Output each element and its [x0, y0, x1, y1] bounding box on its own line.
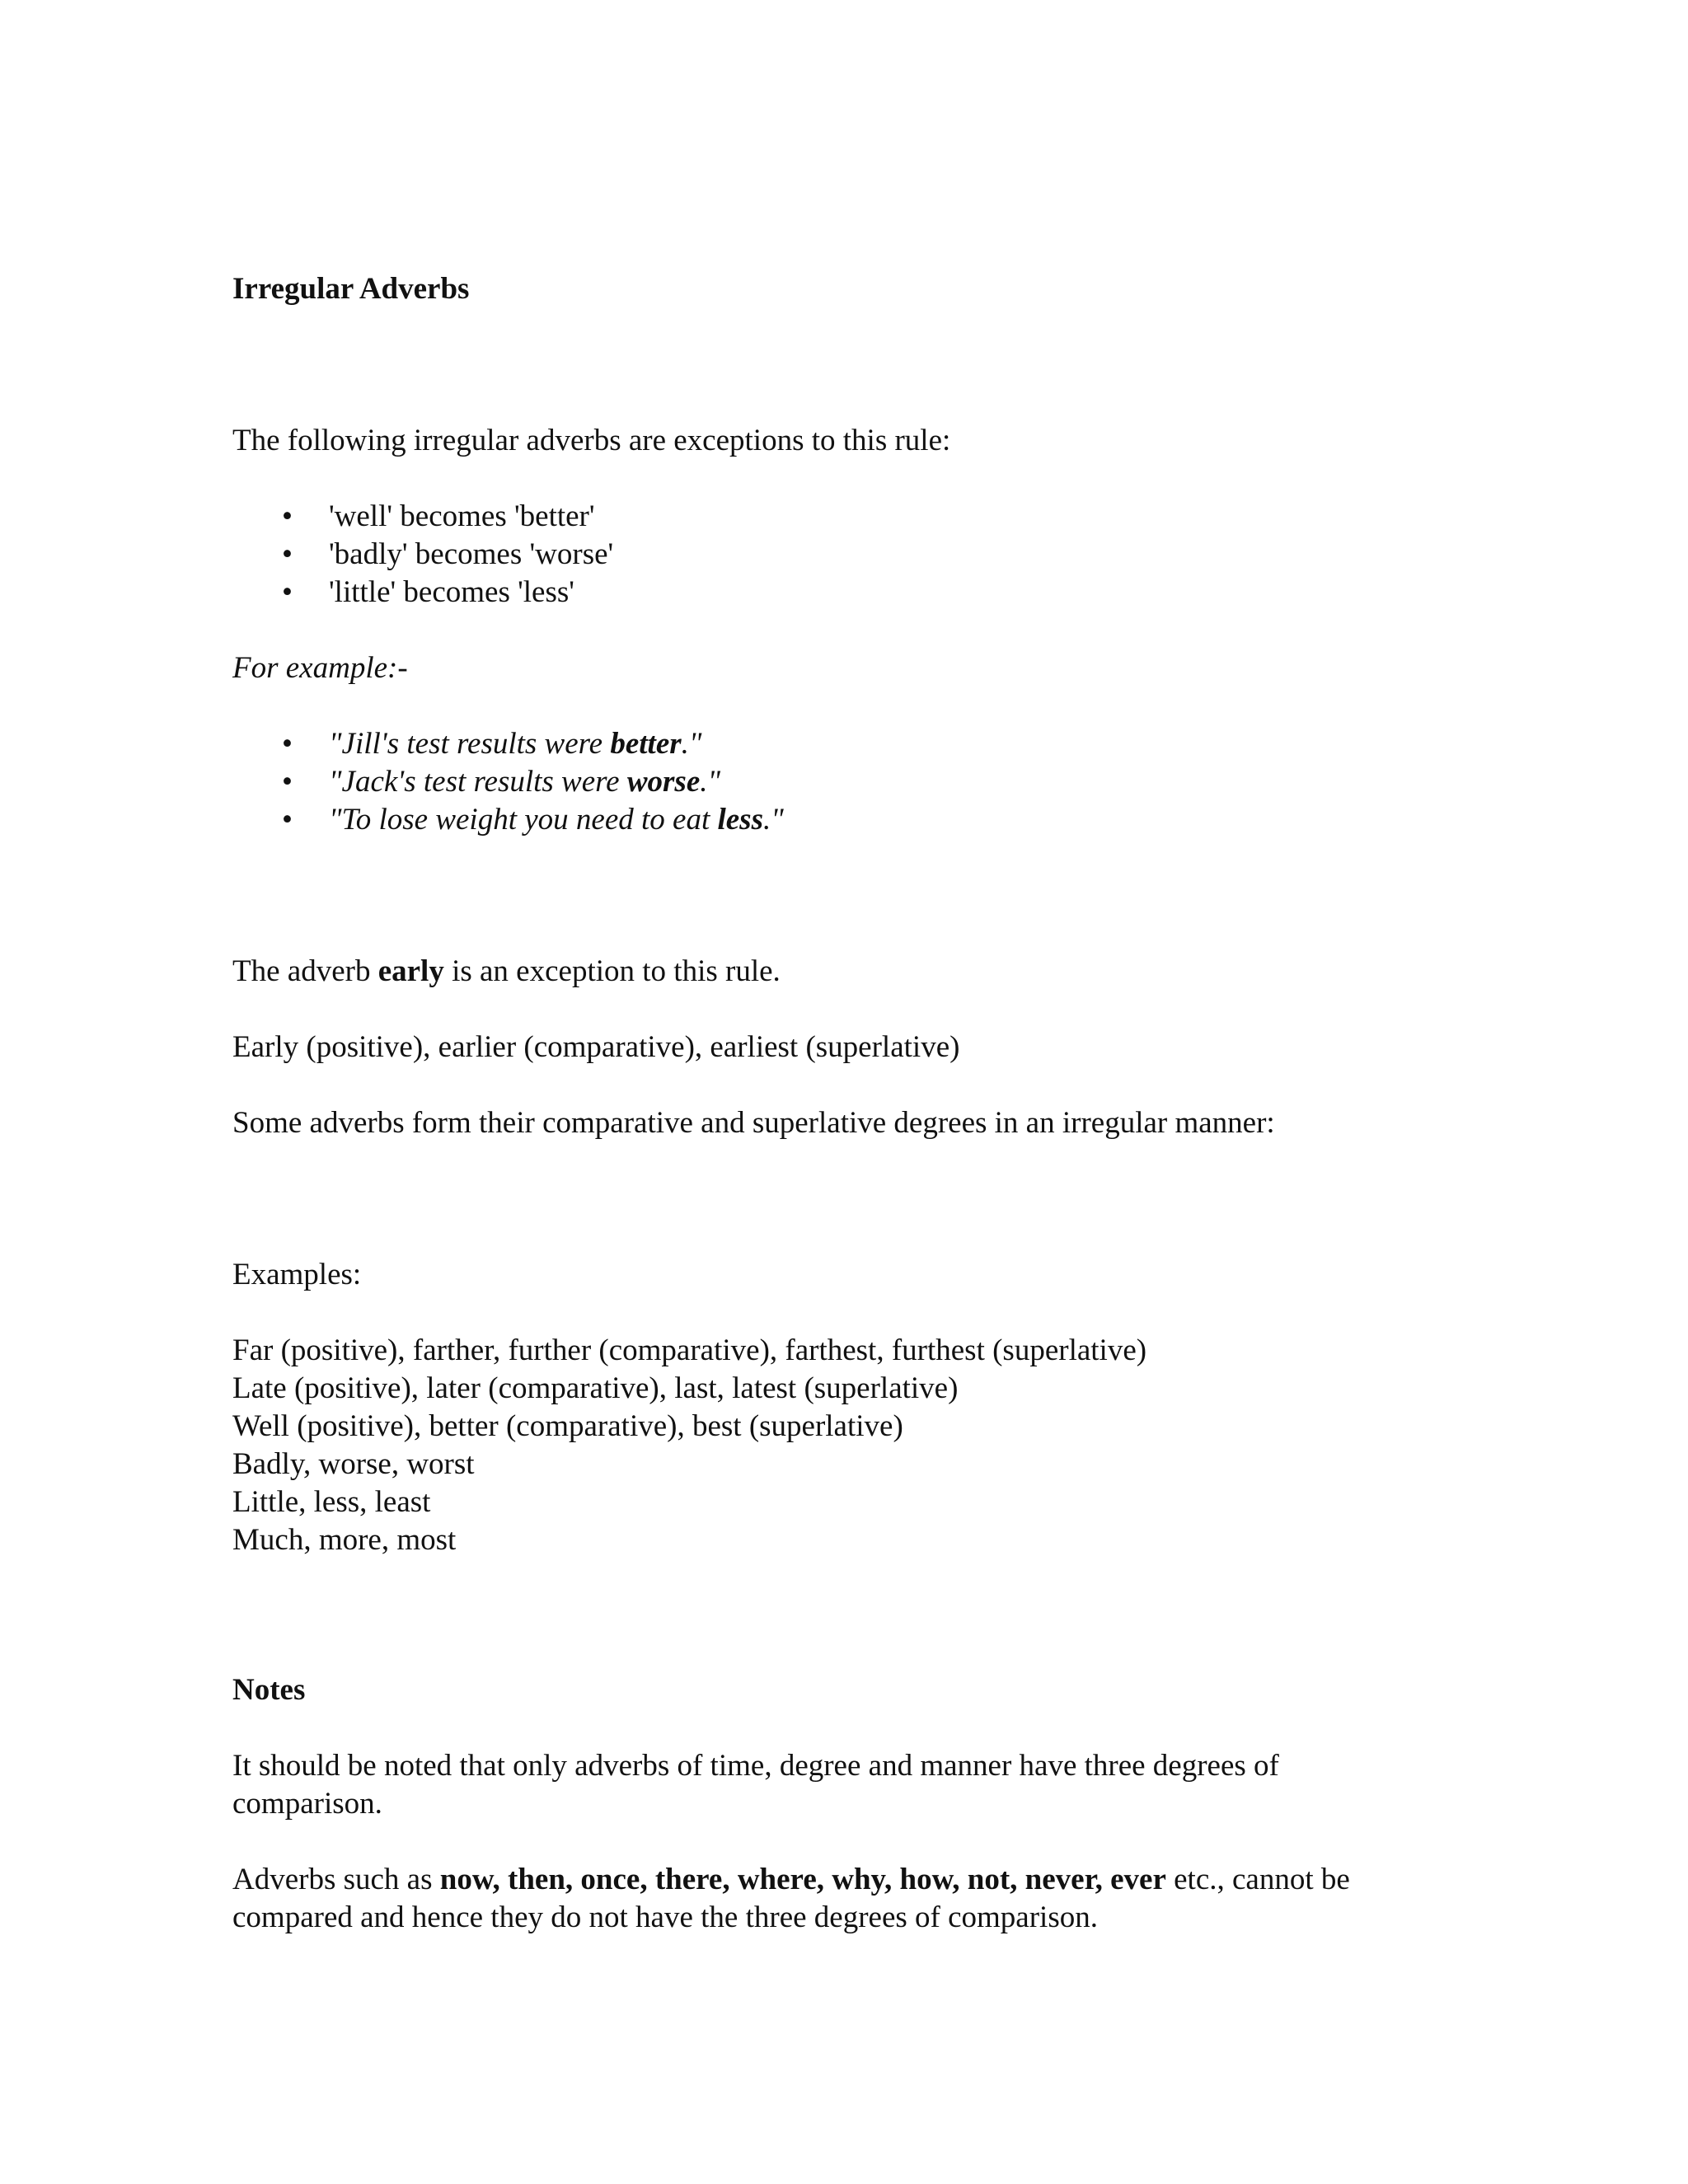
notes-heading: Notes [232, 1673, 306, 1707]
list-item: • "Jill's test results were better." [232, 725, 784, 763]
examples-label: Examples: [232, 1258, 362, 1291]
list-item: • 'well' becomes 'better' [232, 498, 613, 536]
form-line: Well (positive), better (comparative), best (superlative) [232, 1409, 903, 1443]
bullet-icon: • [282, 499, 293, 533]
list-item: • 'badly' becomes 'worse' [232, 536, 613, 574]
form-line: Badly, worse, worst [232, 1447, 475, 1481]
form-line: Far (positive), farther, further (comparative), farthest, furthest (superlative) [232, 1333, 1147, 1367]
bullet-icon: • [282, 575, 293, 609]
bullet-icon: • [282, 803, 293, 837]
note-paragraph-1: It should be noted that only adverbs of time, degree and manner have three degrees of comparison. [232, 1749, 1279, 1821]
list-item: • "To lose weight you need to eat less." [232, 801, 784, 839]
note-paragraph-2: Adverbs such as now, then, once, there, where, why, how, not, never, ever etc., cannot be compared and hence they do not have the three degrees of comparison. [232, 1863, 1350, 1934]
form-line: Much, more, most [232, 1523, 457, 1557]
rules-list [232, 498, 613, 612]
bullet-icon: • [282, 727, 293, 761]
list-item: • 'little' becomes 'less' [232, 574, 613, 612]
early-forms: Early (positive), earlier (comparative), earliest (superlative) [232, 1030, 960, 1064]
bullet-icon: • [282, 765, 293, 799]
bullet-icon: • [282, 537, 293, 571]
intro-paragraph: The following irregular adverbs are exceptions to this rule: [232, 424, 951, 457]
examples-list [232, 725, 784, 839]
irregular-intro: Some adverbs form their comparative and superlative degrees in an irregular manner: [232, 1106, 1275, 1140]
page-title: Irregular Adverbs [232, 272, 470, 306]
early-sentence: The adverb early is an exception to this rule. [232, 954, 781, 988]
example-label: For example:- [232, 651, 408, 685]
form-line: Little, less, least [232, 1485, 431, 1519]
form-line: Late (positive), later (comparative), last, latest (superlative) [232, 1371, 959, 1405]
forms-list [232, 1332, 1146, 1559]
list-item: • "Jack's test results were worse." [232, 763, 784, 801]
